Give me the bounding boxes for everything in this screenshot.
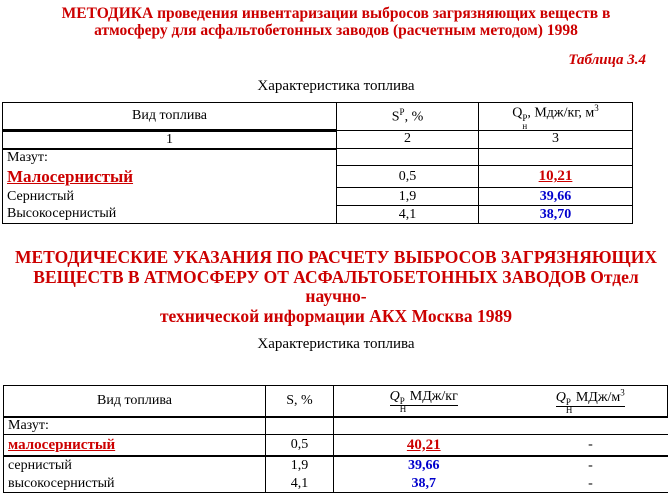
table2-header-row [4, 386, 668, 418]
doc1-title-line1: МЕТОДИКА проведения инвентаризации выбросов загрязняющих веществ в [61, 5, 611, 22]
table-row-sulfur [3, 188, 633, 206]
q-kg-cell [334, 417, 514, 435]
sulfur-cell: 0,5 [266, 435, 334, 457]
table-row-low-sulfur [4, 435, 668, 457]
table2-header-fuel: Вид топлива [4, 386, 266, 418]
fuel-name-cell: сернистый [4, 456, 266, 475]
table-row-high-sulfur [3, 206, 633, 224]
fuel-name-cell: Малосернистый [3, 166, 337, 188]
fuel-name-cell: Сернистый [3, 188, 337, 206]
fuel-name-cell: малосернистый [4, 435, 266, 457]
col-number: 2 [337, 130, 479, 149]
table-row-low-sulfur [3, 166, 633, 188]
table1-header-qvalue: Q Р н , Мдж/кг, $м^3$ [479, 103, 633, 131]
superscript-3: 3 [620, 387, 625, 398]
col-number: 3 [479, 130, 633, 149]
q-cell: 10,21 [479, 166, 633, 188]
superscript-3: 3 [594, 103, 599, 113]
table2-header-q-m3: Q Р Н МДж/$м^3$ [514, 386, 668, 418]
q-cell: 38,70 [479, 206, 633, 224]
sulfur-cell [266, 417, 334, 435]
q-sup-sub: Р Н [399, 396, 407, 415]
table-row-mazut [4, 417, 668, 435]
q-cell [479, 149, 633, 166]
q-m3-cell: - [588, 458, 593, 474]
sulfur-cell: 4,1 [337, 206, 479, 224]
sulfur-cell: 0,5 [337, 166, 479, 188]
fuel-name-cell: Мазут: [4, 417, 266, 435]
q-kg-cell: 38,7 [334, 475, 514, 493]
q-kg-cell: 39,66 [334, 456, 514, 475]
q-kg-cell: 40,21 [334, 435, 514, 457]
q-cell: 39,66 [479, 188, 633, 206]
doc2-table-caption: Характеристика топлива [257, 336, 415, 353]
q-sup-sub: Р н [522, 112, 528, 131]
fuel-name-cell: Мазут: [3, 149, 337, 166]
q-m3-cell: - [514, 475, 668, 493]
fuel-name-cell: высокосернистый [4, 475, 266, 493]
sulfur-cell: 1,9 [337, 188, 479, 206]
doc2-title [0, 248, 672, 326]
doc1-title [0, 6, 672, 39]
q-m3-cell [514, 417, 668, 435]
doc1-table-caption: Характеристика топлива [257, 78, 415, 94]
table-3-4-label: Таблица 3.4 [568, 52, 646, 68]
fuel-table-1 [2, 102, 633, 224]
doc2-title-line1: МЕТОДИЧЕСКИЕ УКАЗАНИЯ ПО РАСЧЕТУ ВЫБРОСОВ ЗАГРЯЗНЯЮЩИХ [14, 247, 658, 268]
doc2-title-line2: ВЕЩЕСТВ В АТМОСФЕРУ ОТ АСФАЛЬТОБЕТОННЫХ ЗАВОДОВ Отдел научно- [33, 266, 639, 307]
q-sup-sub: Р Н [565, 397, 573, 416]
document-page [0, 5, 672, 491]
table2-header-sulfur: S, % [266, 386, 334, 418]
fuel-table-2 [3, 385, 668, 493]
superscript-p: Р [399, 107, 405, 117]
table-row-sulfur [4, 456, 668, 475]
table1-header-fuel: Вид топлива [3, 103, 337, 131]
doc2-title-line3: технической информации АКХ Москва 1989 [159, 305, 513, 326]
col-number: 1 [3, 130, 337, 149]
doc1-title-line2: атмосферу для асфальтобетонных заводов (расчетным методом) 1998 [94, 21, 578, 39]
table-row-high-sulfur [4, 475, 668, 493]
q-m3-cell: - [514, 435, 668, 457]
table1-header-sulfur: $S^Р$, % [337, 103, 479, 131]
sulfur-cell: 1,9 [266, 456, 334, 475]
fuel-name-cell: Высокосернистый [3, 206, 337, 224]
table-row-mazut [3, 149, 633, 166]
table2-header-q-kg: Q Р Н МДж/кг [334, 386, 514, 418]
sulfur-cell: 4,1 [266, 475, 334, 493]
table1-header-row [3, 103, 633, 131]
table1-numbering-row [3, 130, 633, 149]
sulfur-cell [337, 149, 479, 166]
